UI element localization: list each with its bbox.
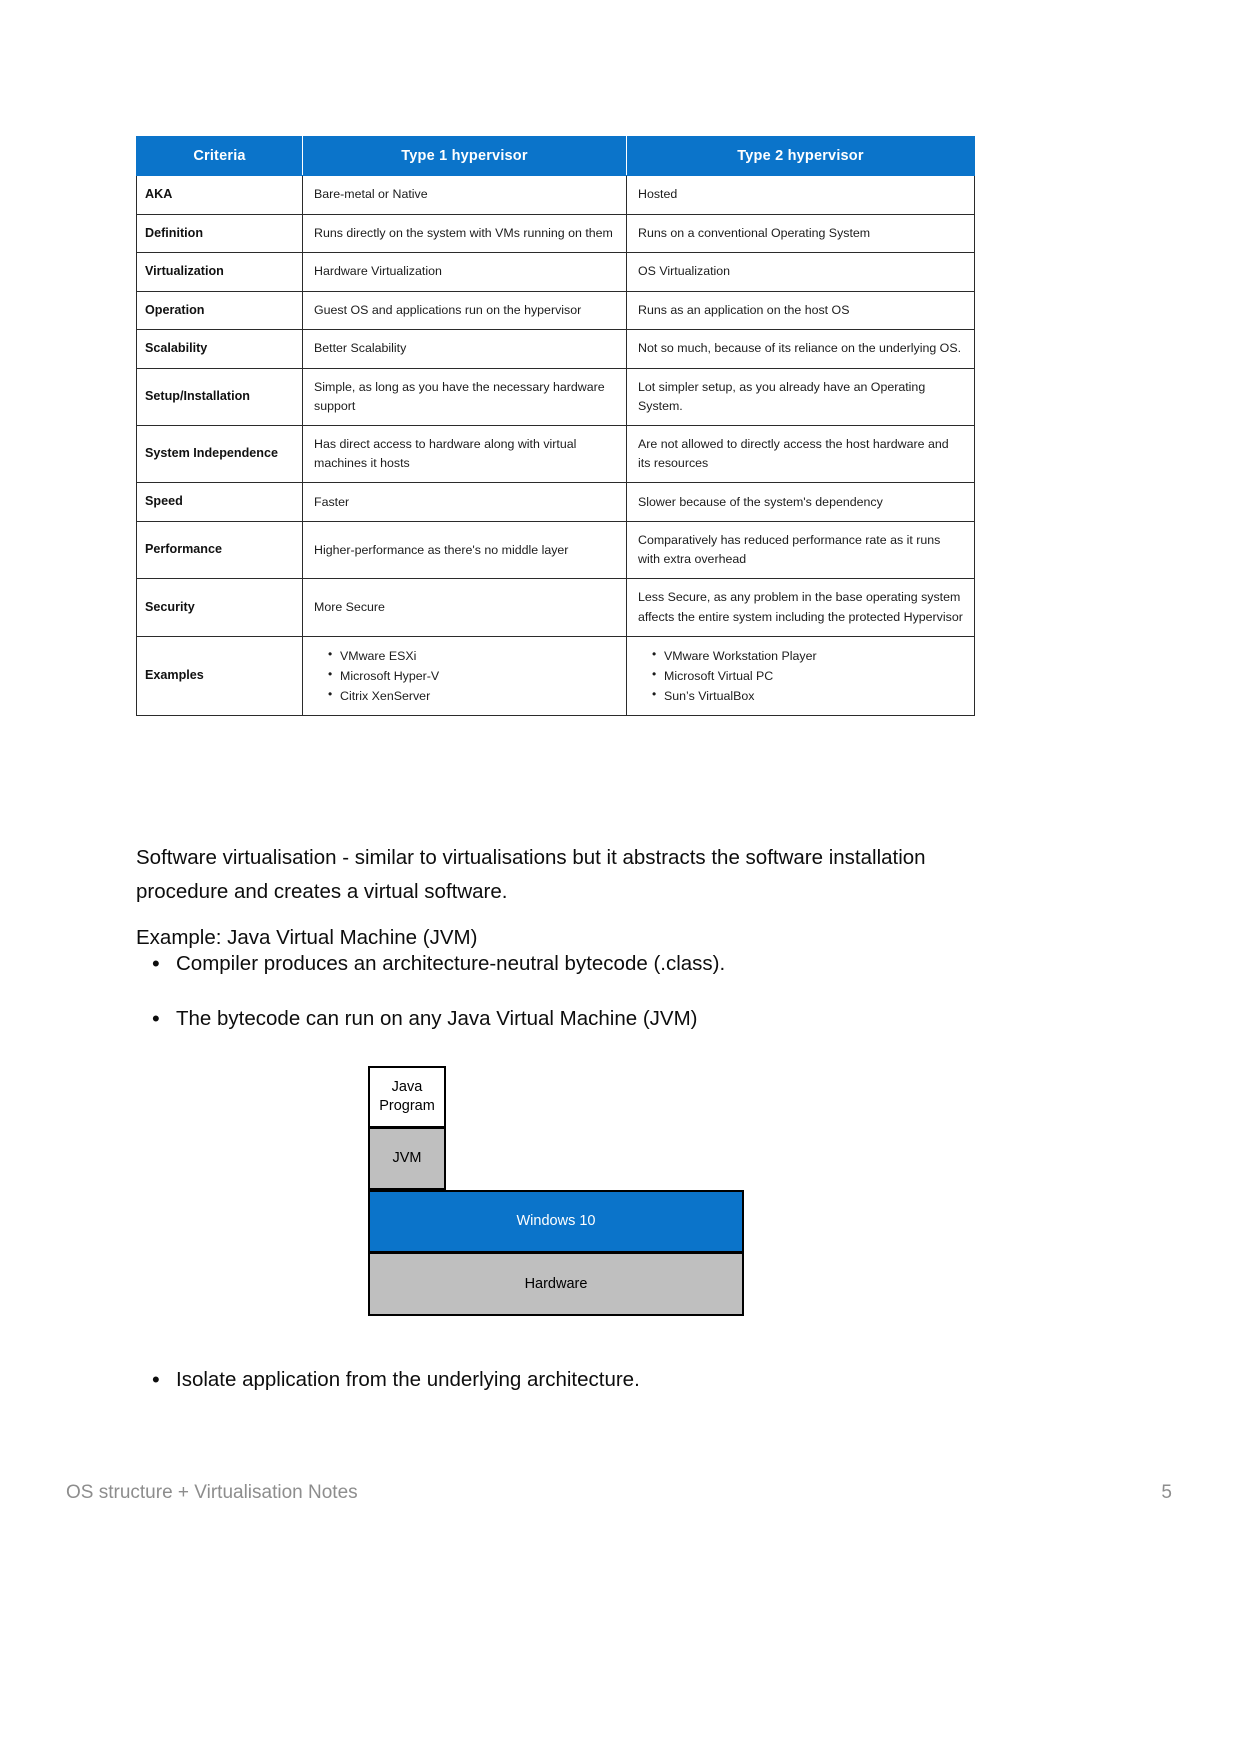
diagram-box-hardware: Hardware: [368, 1253, 744, 1316]
table-body: [137, 176, 975, 716]
type1-example-list: [314, 646, 616, 706]
row-type2-value: OS Virtualization: [627, 253, 975, 292]
row-type1-value: Runs directly on the system with VMs running on them: [303, 214, 627, 253]
list-item: • Compiler produces an architecture-neutral bytecode (.class).: [136, 948, 936, 981]
page-footer: [0, 1482, 1240, 1522]
row-type1-value: Hardware Virtualization: [303, 253, 627, 292]
table-row: [137, 253, 975, 292]
type2-example-list: [638, 646, 964, 706]
row-type2-value: Slower because of the system's dependency: [627, 483, 975, 522]
row-type1-examples: [303, 636, 627, 715]
table-row: [137, 521, 975, 578]
row-type2-value: Less Secure, as any problem in the base operating system affects the entire system including the protected Hypervisor: [627, 579, 975, 636]
hypervisor-comparison-table-wrapper: [136, 136, 974, 716]
row-type1-value: Has direct access to hardware along with virtual machines it hosts: [303, 426, 627, 483]
list-item: • Citrix XenServer: [328, 686, 616, 706]
table-row: [137, 483, 975, 522]
row-type2-value: Runs on a conventional Operating System: [627, 214, 975, 253]
table-row-examples: [137, 636, 975, 715]
table-row: [137, 214, 975, 253]
row-type1-value: Better Scalability: [303, 330, 627, 369]
list-item: • Sun’s VirtualBox: [652, 686, 964, 706]
diagram-box-java-program: Java Program: [368, 1066, 446, 1128]
list-item: • Isolate application from the underlying architecture.: [136, 1364, 936, 1397]
row-criteria-label: System Independence: [137, 426, 303, 483]
row-criteria-label: Security: [137, 579, 303, 636]
diagram-box-windows: Windows 10: [368, 1190, 744, 1253]
table-row: [137, 176, 975, 215]
list-item: • VMware ESXi: [328, 646, 616, 666]
row-type2-value: Runs as an application on the host OS: [627, 291, 975, 330]
jvm-bullet-list: [136, 948, 936, 1058]
row-criteria-label: Definition: [137, 214, 303, 253]
row-type2-value: Hosted: [627, 176, 975, 215]
row-criteria-label: Virtualization: [137, 253, 303, 292]
row-criteria-label: Speed: [137, 483, 303, 522]
diagram-box-jvm: JVM: [368, 1128, 446, 1190]
hypervisor-comparison-table: [136, 136, 975, 716]
row-type2-value: Comparatively has reduced performance rate as it runs with extra overhead: [627, 521, 975, 578]
row-type2-value: Are not allowed to directly access the host hardware and its resources: [627, 426, 975, 483]
table-row: [137, 579, 975, 636]
row-criteria-label: Examples: [137, 636, 303, 715]
row-type1-value: Faster: [303, 483, 627, 522]
table-row: [137, 426, 975, 483]
row-type2-examples: [627, 636, 975, 715]
isolation-bullet-list: [136, 1364, 936, 1419]
row-criteria-label: Setup/Installation: [137, 368, 303, 425]
row-type1-value: Higher-performance as there's no middle layer: [303, 521, 627, 578]
table-row: [137, 330, 975, 369]
table-row: [137, 368, 975, 425]
footer-page-number: 5: [1161, 1482, 1172, 1503]
row-criteria-label: Performance: [137, 521, 303, 578]
column-header-criteria: Criteria: [137, 137, 303, 176]
column-header-type1: Type 1 hypervisor: [303, 137, 627, 176]
list-item: • VMware Workstation Player: [652, 646, 964, 666]
row-type1-value: Simple, as long as you have the necessary hardware support: [303, 368, 627, 425]
column-header-type2: Type 2 hypervisor: [627, 137, 975, 176]
jvm-stack-diagram: [368, 1066, 748, 1318]
row-type1-value: Bare-metal or Native: [303, 176, 627, 215]
row-type2-value: Lot simpler setup, as you already have an Operating System.: [627, 368, 975, 425]
software-virtualisation-paragraph: Software virtualisation - similar to virtualisations but it abstracts the software installation procedure and creates a virtual software.: [136, 845, 926, 903]
row-criteria-label: Scalability: [137, 330, 303, 369]
list-item: • Microsoft Virtual PC: [652, 666, 964, 686]
example-heading: Example: Java Virtual Machine (JVM): [136, 925, 478, 949]
row-criteria-label: AKA: [137, 176, 303, 215]
table-row: [137, 291, 975, 330]
footer-title: OS structure + Virtualisation Notes: [66, 1482, 358, 1503]
row-criteria-label: Operation: [137, 291, 303, 330]
list-item: • Microsoft Hyper-V: [328, 666, 616, 686]
row-type1-value: More Secure: [303, 579, 627, 636]
row-type1-value: Guest OS and applications run on the hypervisor: [303, 291, 627, 330]
row-type2-value: Not so much, because of its reliance on the underlying OS.: [627, 330, 975, 369]
table-header-row: [137, 137, 975, 176]
list-item: • The bytecode can run on any Java Virtual Machine (JVM): [136, 1003, 936, 1036]
